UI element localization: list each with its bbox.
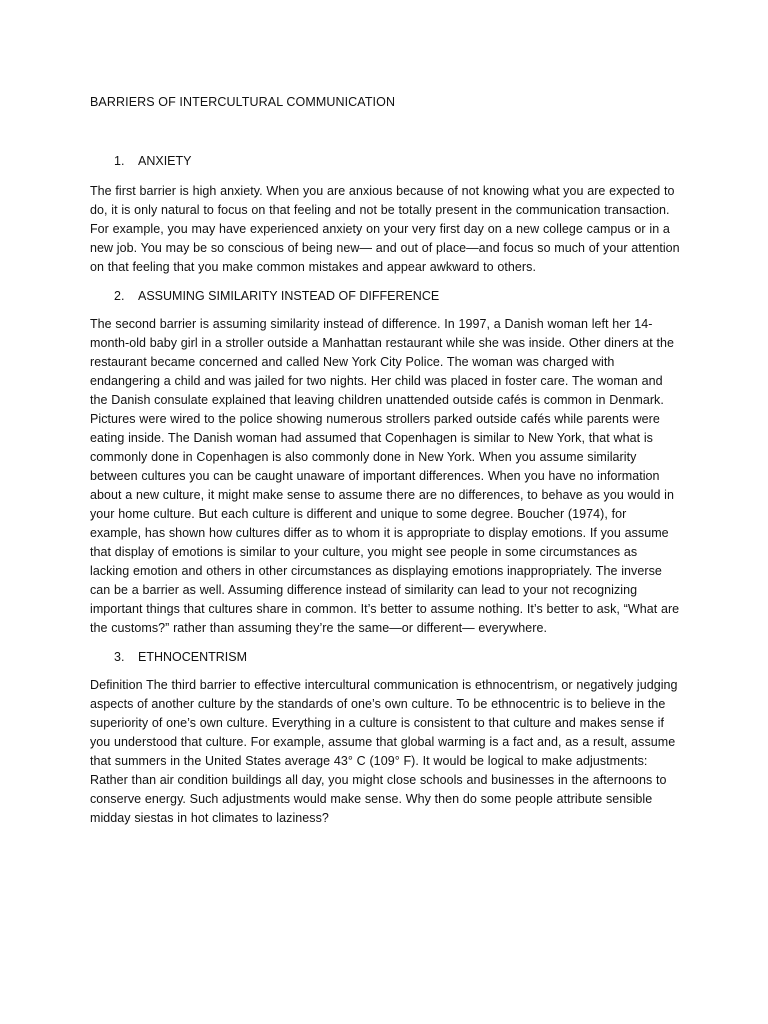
section-heading-text: ANXIETY [138, 154, 192, 168]
section-heading-text: ASSUMING SIMILARITY INSTEAD OF DIFFERENCE [138, 289, 440, 303]
document-title: BARRIERS OF INTERCULTURAL COMMUNICATION [90, 95, 396, 109]
section-heading-text: ETHNOCENTRISM [138, 650, 248, 664]
section-heading-assuming-similarity [90, 287, 680, 305]
document-page [90, 93, 680, 828]
section-number: 2. [114, 289, 125, 303]
section-heading-ethnocentrism [90, 648, 680, 666]
section-heading-anxiety [90, 152, 680, 170]
section-number: 1. [114, 154, 125, 168]
section-number: 3. [114, 650, 125, 664]
section-body-ethnocentrism: Definition The third barrier to effective intercultural communication is ethnocentrism, or negatively judging aspects of another culture by the standards of one’s own culture. To be ethnocentric is to believe in the superiority of one’s own culture. Everything in a culture is consistent to that culture and makes sense if you understood that culture. For example, assume that global warming is a fact and, as a result, assume that summers in the United States average 43° C (109° F). It would be logical to make adjustments: Rather than air condition buildings all day, you might close schools and businesses in the afternoons to conserve energy. Such adjustments would make sense. Why then do some people attribute sensible midday siestas in hot climates to laziness? [90, 678, 678, 825]
section-body-assuming-similarity: The second barrier is assuming similarity instead of difference. In 1997, a Danish woman left her 14-month-old baby girl in a stroller outside a Manhattan restaurant while she was inside. Other diners at the restaurant became concerned and called New York City Police. The woman was charged with endangering a child and was jailed for two nights. Her child was placed in foster care. The woman and the Danish consulate explained that leaving children unattended outside cafés is common in Denmark. Pictures were wired to the police showing numerous strollers parked outside cafés while parents were eating inside. The Danish woman had assumed that Copenhagen is similar to New York, that what is commonly done in Copenhagen is also commonly done in New York. When you assume similarity between cultures you can be caught unaware of important differences. When you have no information about a new culture, it might make sense to assume there are no differences, to behave as you would in your home culture. But each culture is different and unique to some degree. Boucher (1974), for example, has shown how cultures differ as to whom it is appropriate to display emotions. If you assume that display of emotions is similar to your culture, you might see people in some circumstances as lacking emotion and others in other circumstances as displaying emotions inappropriately. The inverse can be a barrier as well. Assuming difference instead of similarity can lead to your not recognizing important things that cultures share in common. It’s better to assume nothing. It’s better to ask, “What are the customs?” rather than assuming they’re the same—or different— everywhere. [90, 317, 680, 635]
section-body-anxiety: The first barrier is high anxiety. When you are anxious because of not knowing what you are expected to do, it is only natural to focus on that feeling and not be totally present in the communication transaction. For example, you may have experienced anxiety on your very first day on a new college campus or in a new job. You may be so conscious of being new— and out of place—and focus so much of your attention on that feeling that you make common mistakes and appear awkward to others. [90, 184, 680, 274]
